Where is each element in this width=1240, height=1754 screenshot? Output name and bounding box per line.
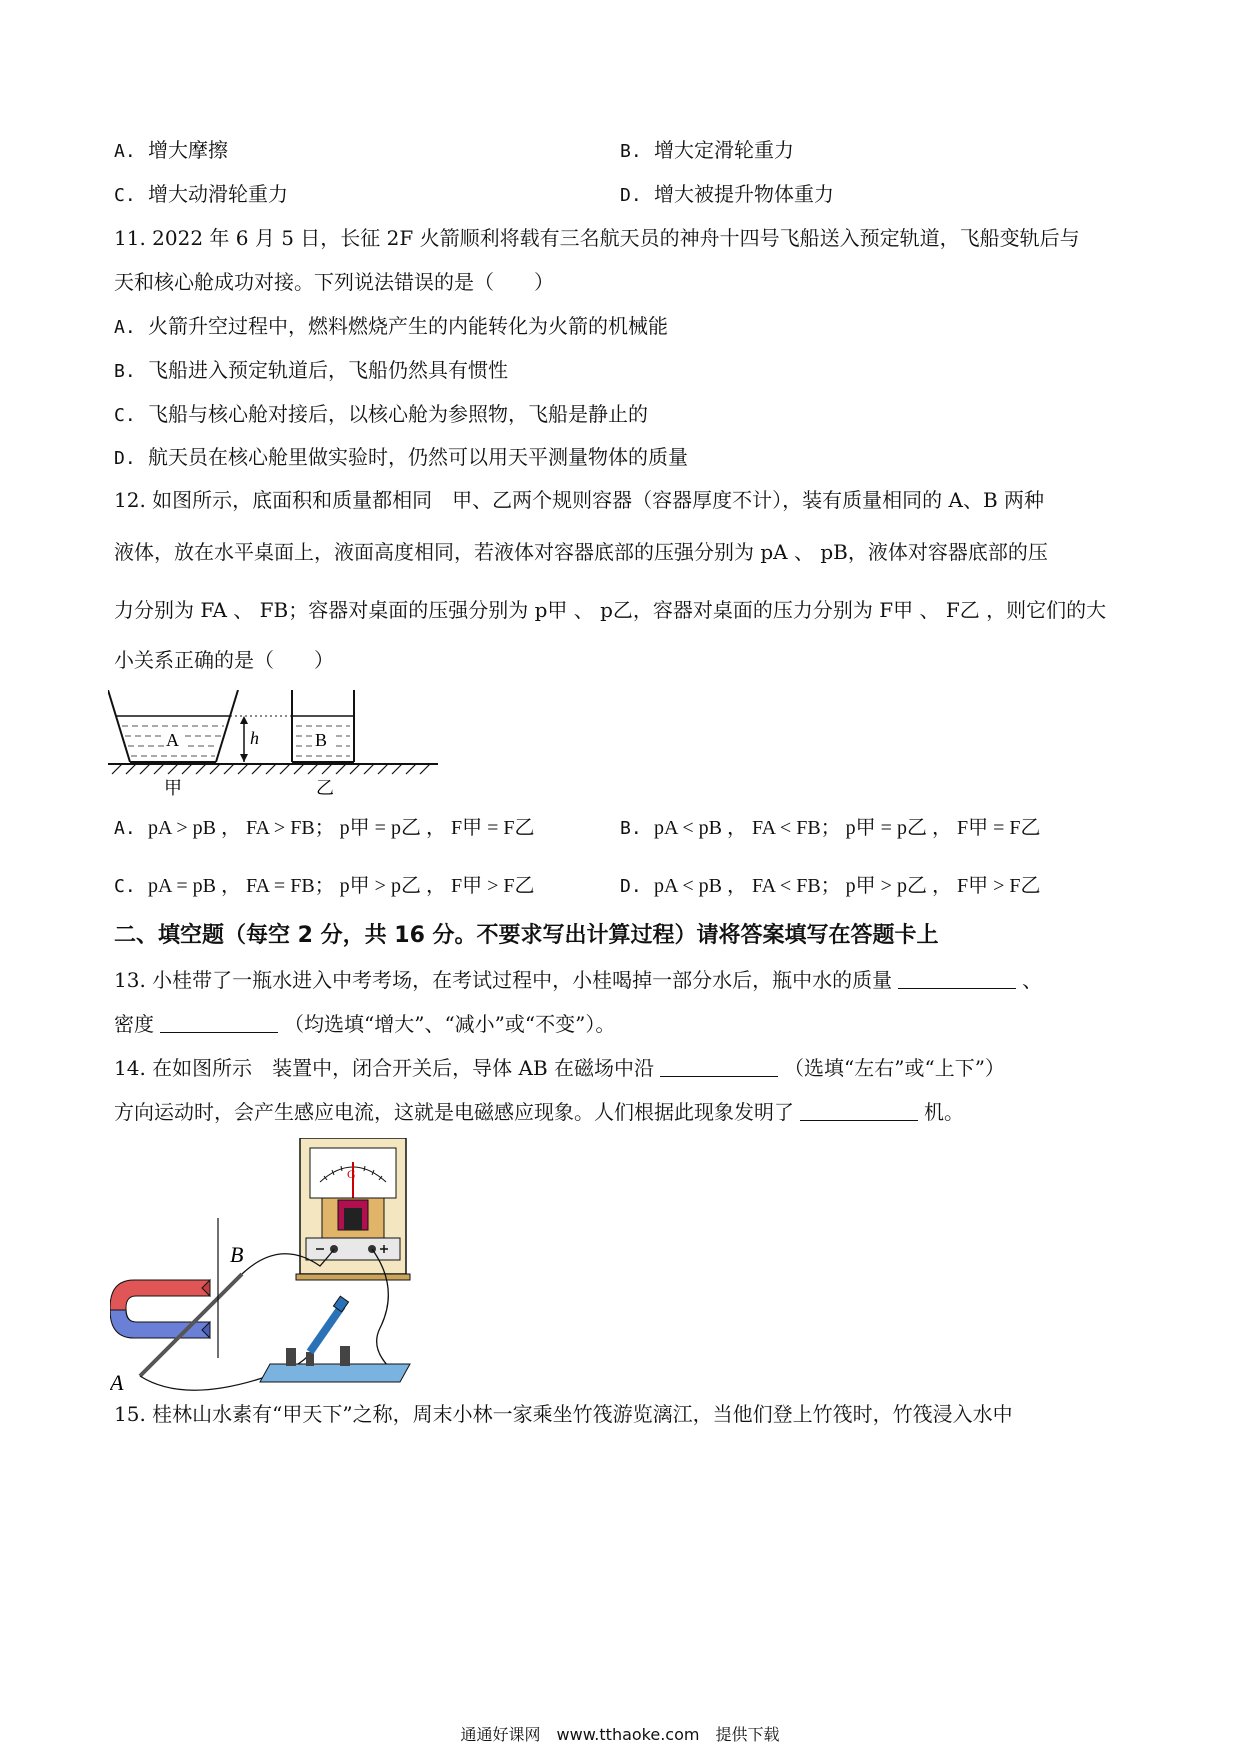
q10-option-b [620, 136, 794, 166]
switch [260, 1296, 410, 1382]
q14-text: 机。 [924, 1100, 964, 1124]
fig-label-a: A [110, 1370, 124, 1395]
q14-text: 14. 在如图所示 装置中，闭合开关后，导体 AB 在磁场中沿 [114, 1056, 655, 1080]
q12-option-b [620, 814, 1040, 843]
fig-label-g: G [347, 1167, 356, 1181]
q12-stem-line1: 12. 如图所示，底面积和质量都相同 甲、乙两个规则容器（容器厚度不计），装有质量相同的 A、B 两种 [114, 488, 1045, 512]
q11-stem-line1: 11. 2022 年 6 月 5 日，长征 2F 火箭顺利将载有三名航天员的神舟十四号飞船送入预定轨道，飞船变轨后与 [114, 226, 1080, 250]
q13-text: （均选填“增大”、“减小”或“不变”）。 [284, 1012, 616, 1036]
answer-blank[interactable] [800, 1100, 918, 1121]
table-surface [108, 764, 438, 774]
option-label: B. [114, 361, 136, 382]
q11-option-d [114, 443, 688, 473]
galvanometer [296, 1138, 410, 1280]
option-text: 增大被提升物体重力 [654, 182, 834, 206]
option-text: 增大摩擦 [148, 138, 228, 162]
q10-option-c [114, 180, 288, 210]
option-text: 飞船与核心舱对接后，以核心舱为参照物，飞船是静止的 [148, 402, 648, 426]
q13-stem-line2 [114, 1010, 615, 1038]
q11-option-c [114, 400, 648, 430]
option-label: B. [620, 141, 642, 162]
option-label: C. [114, 185, 136, 206]
option-text: pA < pB ， FA < FB； p甲 = p乙 ， F甲 = F乙 [654, 817, 1041, 839]
q12-stem-line3: 力分别为 FA 、 FB；容器对桌面的压强分别为 p甲 、 p乙，容器对桌面的压力分别为 F甲 、 F乙 ，则它们的大 [114, 598, 1107, 622]
option-label: C. [114, 405, 136, 426]
q13-text: 13. 小桂带了一瓶水进入中考考场，在考试过程中，小桂喝掉一部分水后，瓶中水的质量 [114, 968, 893, 992]
fig-label-h: h [250, 728, 259, 748]
height-arrow [240, 716, 259, 762]
fig-label-b: B [315, 730, 328, 750]
q10-option-d [620, 180, 834, 210]
option-label: A. [114, 317, 136, 338]
fig-label-jia: 甲 [164, 778, 182, 798]
q13-text: 密度 [114, 1012, 154, 1036]
fig-label-yi: 乙 [316, 778, 334, 798]
page-footer: 通通好课网 www.tthaoke.com 提供下载 [460, 1725, 780, 1744]
option-text: 航天员在核心舱里做实验时，仍然可以用天平测量物体的质量 [148, 445, 688, 469]
q13-text: 、 [1022, 968, 1043, 992]
option-label: B. [620, 818, 642, 839]
option-label: D. [620, 876, 642, 897]
q12-containers-figure [108, 690, 448, 800]
option-text: 增大动滑轮重力 [148, 182, 288, 206]
q10-option-a [114, 136, 228, 166]
answer-blank[interactable] [160, 1012, 278, 1033]
q12-option-d [620, 872, 1040, 901]
option-label: D. [620, 185, 642, 206]
answer-blank[interactable] [660, 1056, 778, 1077]
q11-option-a [114, 312, 668, 342]
fig-label-a: A [166, 730, 179, 750]
q14-text: （选填“左右”或“上下”） [784, 1056, 1005, 1080]
answer-blank[interactable] [898, 968, 1016, 989]
q13-stem-line1 [114, 966, 1042, 994]
option-label: C. [114, 876, 136, 897]
option-text: 飞船进入预定轨道后，飞船仍然具有惯性 [148, 358, 508, 382]
q15-stem-line1: 15. 桂林山水素有“甲天下”之称，周末小林一家乘坐竹筏游览漓江，当他们登上竹筏时，竹筏浸入水中 [114, 1402, 1013, 1426]
option-text: pA = pB ， FA = FB； p甲 > p乙 ， F甲 > F乙 [148, 875, 535, 897]
option-text: 火箭升空过程中，燃料燃烧产生的内能转化为火箭的机械能 [148, 314, 668, 338]
q11-stem-line2: 天和核心舱成功对接。下列说法错误的是（ ） [114, 270, 554, 294]
option-text: pA > pB ， FA > FB； p甲 = p乙 ， F甲 = F乙 [148, 817, 535, 839]
container-yi [292, 690, 354, 762]
conductor-ab [110, 1218, 243, 1395]
option-text: 增大定滑轮重力 [654, 138, 794, 162]
horseshoe-magnet [110, 1280, 210, 1338]
fig-label-b: B [230, 1242, 244, 1267]
q12-stem-line4: 小关系正确的是（ ） [114, 648, 334, 672]
q14-stem-line2 [114, 1098, 964, 1126]
q12-option-a [114, 814, 534, 843]
q14-text: 方向运动时，会产生感应电流，这就是电磁感应现象。人们根据此现象发明了 [114, 1100, 794, 1124]
q12-option-c [114, 872, 534, 901]
option-label: A. [114, 818, 136, 839]
q12-stem-line2: 液体，放在水平桌面上，液面高度相同，若液体对容器底部的压强分别为 pA 、 pB，液体对容器底部的压 [114, 540, 1048, 564]
option-label: A. [114, 141, 136, 162]
q14-stem-line1 [114, 1054, 1005, 1082]
q11-option-b [114, 356, 508, 386]
section-title: 二、填空题（每空 2 分，共 16 分。不要求写出计算过程）请将答案填写在答题卡上 [114, 923, 939, 948]
container-jia [108, 690, 238, 762]
option-label: D. [114, 448, 136, 469]
q14-induction-figure [110, 1138, 450, 1404]
option-text: pA < pB ， FA < FB； p甲 > p乙 ， F甲 > F乙 [654, 875, 1041, 897]
